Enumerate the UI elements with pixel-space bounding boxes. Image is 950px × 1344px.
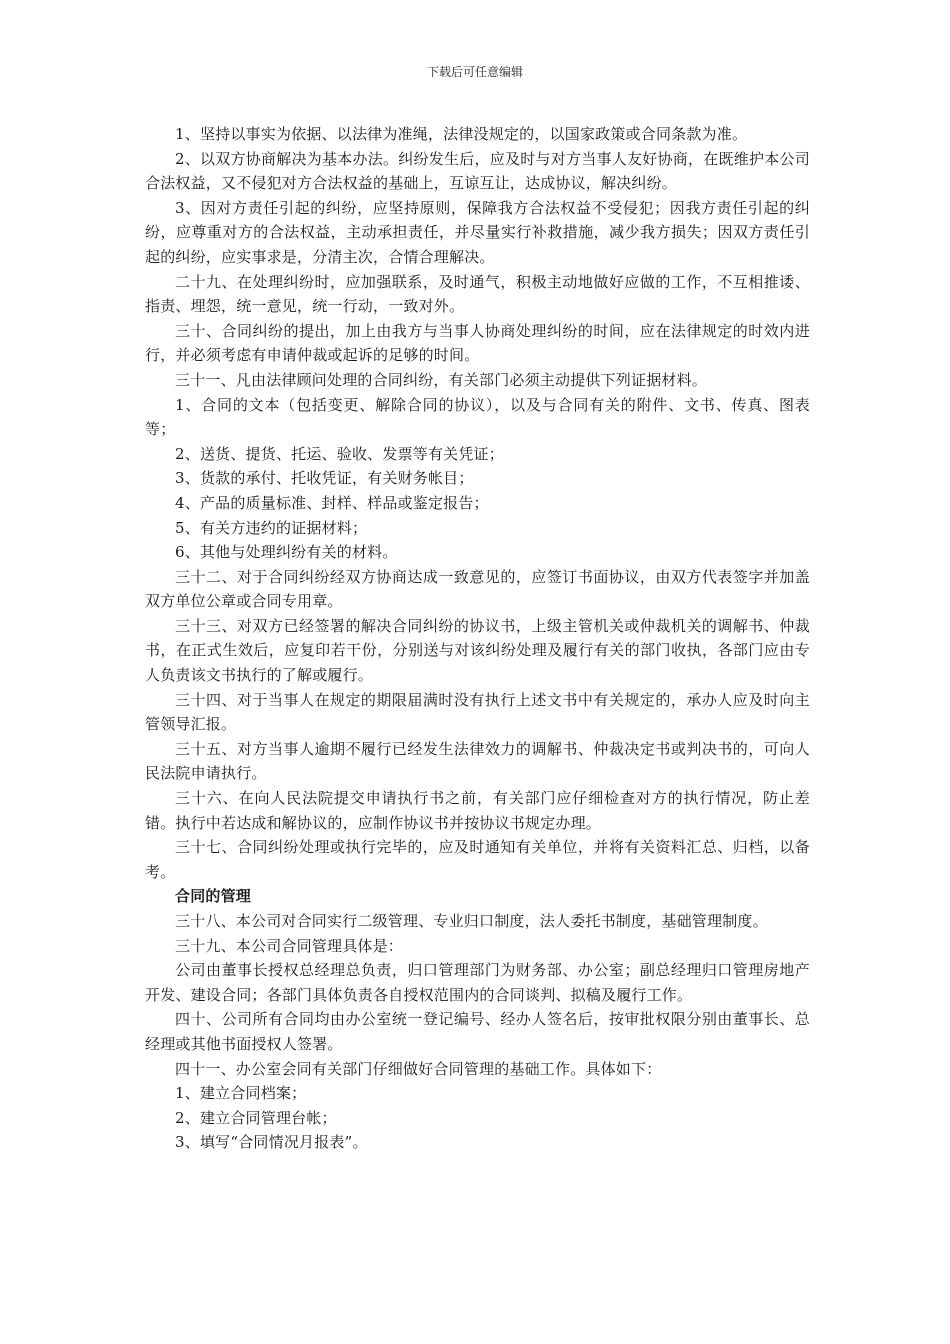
- paragraph: 三十二、对于合同纠纷经双方协商达成一致意见的，应签订书面协议，由双方代表签字并加盖双方单位公章或合同专用章。: [145, 567, 810, 611]
- paragraph: 三十七、合同纠纷处理或执行完毕的，应及时通知有关单位，并将有关资料汇总、归档，以备考。: [145, 838, 810, 881]
- paragraph: 3、货款的承付、托收凭证，有关财务帐目；: [175, 469, 474, 488]
- paragraph: 三十九、本公司合同管理具体是：: [175, 936, 404, 955]
- paragraph: 四十一、办公室会同有关部门仔细做好合同管理的基础工作。具体如下：: [175, 1059, 662, 1078]
- paragraph: 3、因对方责任引起的纠纷，应坚持原则，保障我方合法权益不受侵犯；因我方责任引起的纠纷，应尊重对方的合法权益，主动承担责任，并尽量实行补救措施，减少我方损失；因双方责任引起的纠纷，应实事求是，分清主次，合情合理解决。: [145, 198, 810, 266]
- paragraph: 四十、公司所有合同均由办公室统一登记编号、经办人签名后，按审批权限分别由董事长、总经理或其他书面授权人签署。: [145, 1010, 810, 1053]
- paragraph: 三十一、凡由法律顾问处理的合同纠纷，有关部门必须主动提供下列证据材料。: [175, 370, 708, 389]
- paragraph: 三十五、对方当事人逾期不履行已经发生法律效力的调解书、仲裁决定书或判决书的，可向人民法院申请执行。: [145, 739, 810, 783]
- paragraph: 2、以双方协商解决为基本办法。纠纷发生后，应及时与对方当事人友好协商，在既维护本公司合法权益，又不侵犯对方合法权益的基础上，互谅互让，达成协议，解决纠纷。: [145, 149, 810, 193]
- paragraph: 公司由董事长授权总经理总负责，归口管理部门为财务部、办公室；副总经理归口管理房地产开发、建设合同；各部门具体负责各自授权范围内的合同谈判、拟稿及履行工作。: [145, 961, 810, 1004]
- paragraph: 三十三、对双方已经签署的解决合同纠纷的协议书，上级主管机关或仲裁机关的调解书、仲裁书，在正式生效后，应复印若干份，分别送与对该纠纷处理及履行有关的部门收执，各部门应由专人负责该文书执行的了解或履行。: [145, 616, 810, 685]
- section-heading: 合同的管理: [175, 887, 252, 906]
- paragraph: 2、建立合同管理台帐；: [175, 1108, 337, 1127]
- paragraph: 三十四、对于当事人在规定的期限届满时没有执行上述文书中有关规定的，承办人应及时向主管领导汇报。: [145, 690, 810, 734]
- paragraph: 4、产品的质量标准、封样、样品或鉴定报告；: [175, 493, 489, 512]
- page-header: 下载后可任意编辑: [426, 65, 523, 79]
- paragraph: 三十八、本公司对合同实行二级管理、专业归口制度，法人委托书制度，基础管理制度。: [175, 912, 768, 930]
- paragraph: 5、有关方违约的证据材料；: [175, 518, 368, 537]
- paragraph: 1、坚持以事实为依据、以法律为准绳，法律没规定的，以国家政策或合同条款为准。: [175, 125, 748, 143]
- paragraph: 6、其他与处理纠纷有关的材料。: [175, 543, 398, 562]
- paragraph: 2、送货、提货、托运、验收、发票等有关凭证；: [175, 444, 504, 463]
- paragraph: 二十九、在处理纠纷时，应加强联系，及时通气，积极主动地做好应做的工作，不互相推诿、指责、埋怨，统一意见，统一行动，一致对外。: [145, 272, 810, 316]
- paragraph: 1、合同的文本（包括变更、解除合同的协议），以及与合同有关的附件、文书、传真、图表等；: [145, 395, 810, 439]
- paragraph: 3、填写“合同情况月报表”。: [175, 1133, 368, 1152]
- paragraph: 1、建立合同档案；: [175, 1084, 307, 1103]
- paragraph: 三十、合同纠纷的提出，加上由我方与当事人协商处理纠纷的时间，应在法律规定的时效内进行，并必须考虑有申请仲裁或起诉的足够的时间。: [145, 321, 810, 365]
- paragraph: 三十六、在向人民法院提交申请执行书之前，有关部门应仔细检查对方的执行情况，防止差错。执行中若达成和解协议的，应制作协议书并按协议书规定办理。: [145, 789, 810, 832]
- document-body: [145, 122, 810, 1155]
